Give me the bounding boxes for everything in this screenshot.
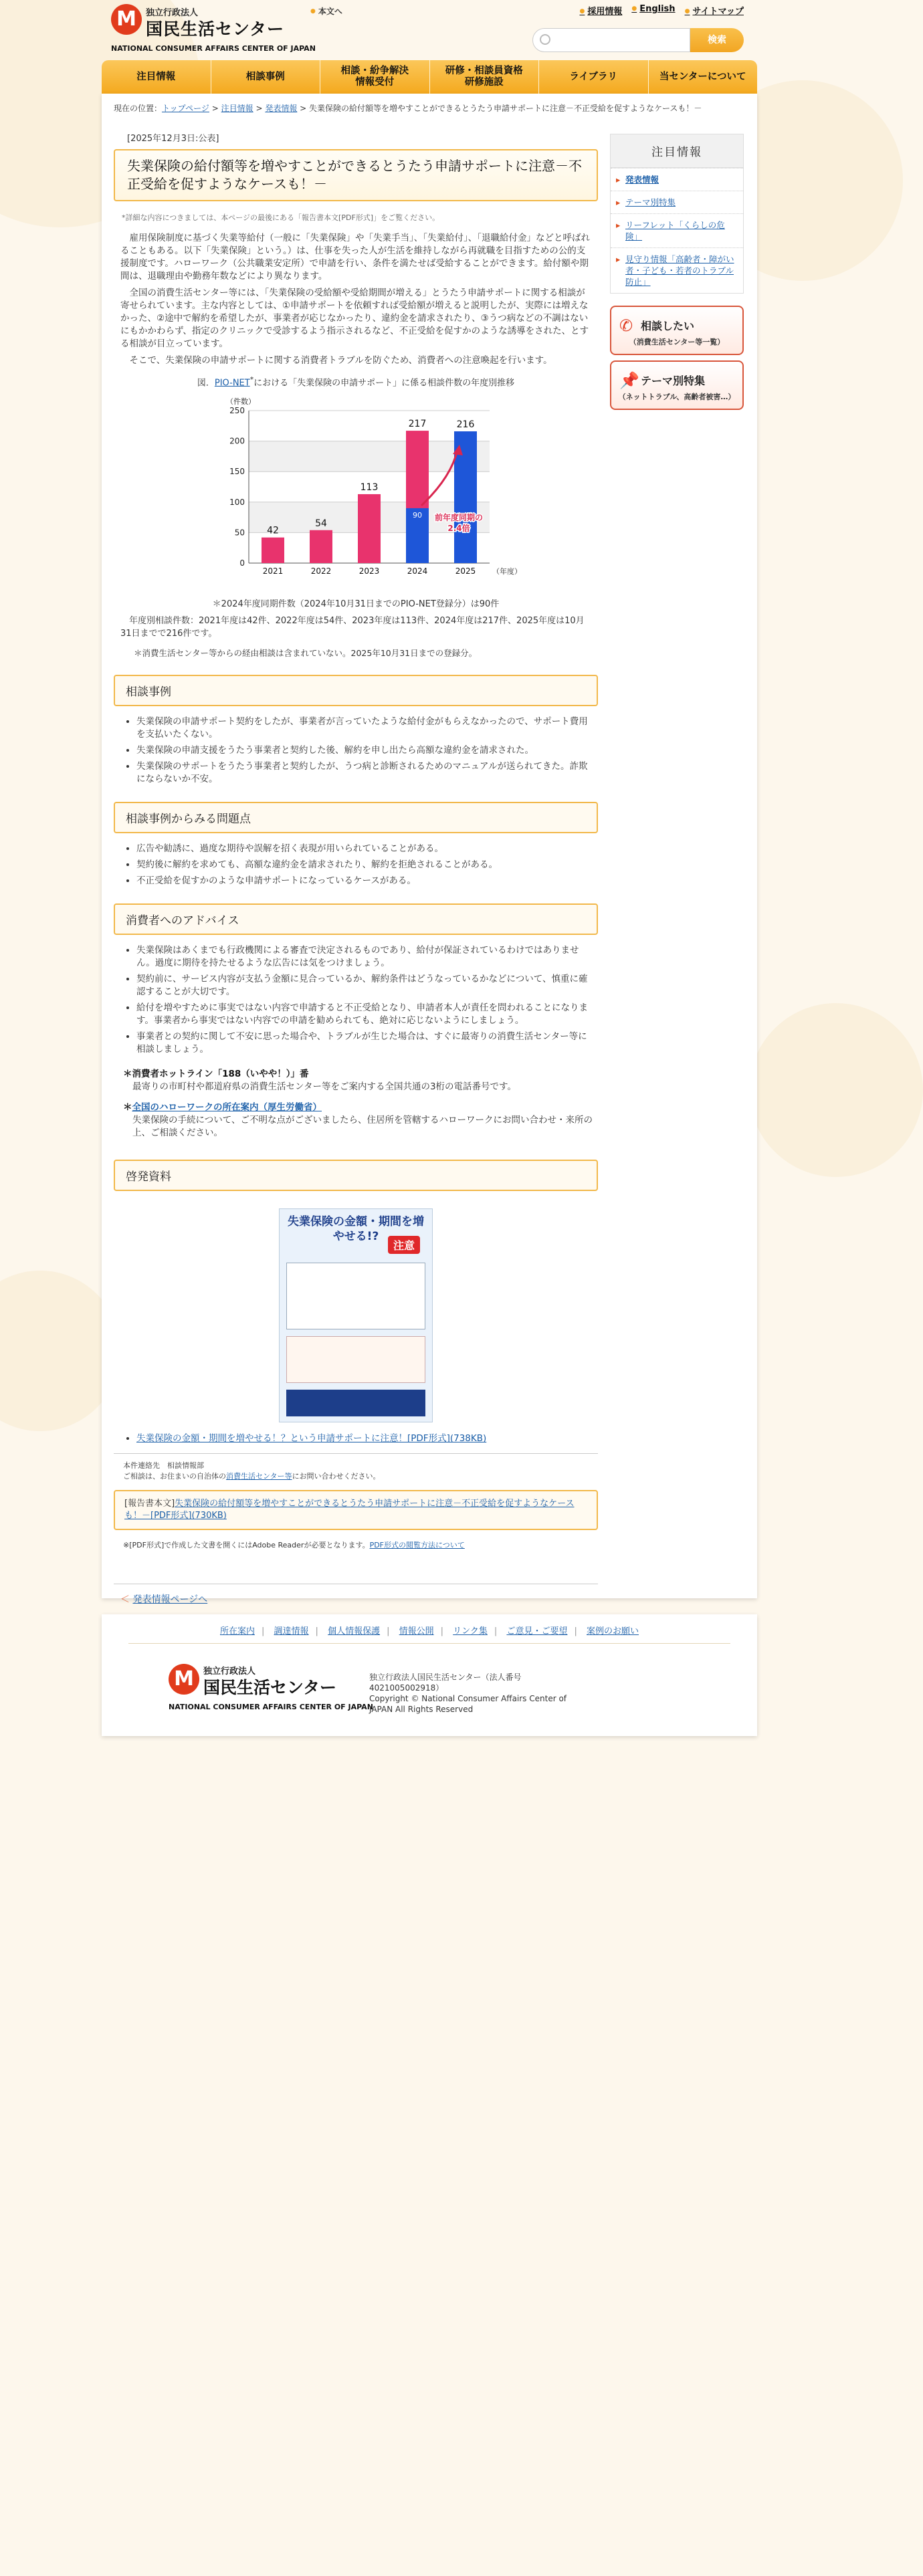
list-item: • 失業保険はあくまでも行政機関による審査で決定されるものであり、給付が保証されているわけではありません。過度に期待を持たせるような広告には気をつけましょう。 [136,944,589,970]
contact-info [123,1461,598,1482]
divider [114,1453,598,1454]
material-list [136,1430,598,1444]
figure-title: における「失業保険の申請サポート」に係る相談件数の年度別推移 [253,378,515,389]
figure-caption: 図．PIO-NET*における「失業保険の申請サポート」に係る相談件数の年度別推移 [197,375,515,389]
grid-band [249,441,490,472]
intro-paragraph-1: 雇用保険制度に基づく失業等給付（一般に「失業保険」や「失業手当」、「失業給付」、「退職給付金」などと呼ばれることもある。以下「失業保険」という。）は、仕事を失った人が生活を維持しながら再就職を目指すための公的支援制度です。ハローワーク（公共職業安定所）で申請を行い、条件を満たせば受給することができます。給付額や期間は、退職理由や勤務年数などにより異なります。 [120,233,590,282]
sidebar [610,134,744,410]
footer-logo-line1: 独立行政法人 [203,1667,256,1677]
sidebar-item-watch[interactable] [611,247,743,293]
data-label-2025: 216 [456,419,475,431]
sidebar-list [610,168,744,294]
annotation-line: 前年度同期の [434,513,484,523]
breadcrumb-current: 失業保険の給付額等を増やすことができるとうたう申請サポートに注意－不正受給を促すようなケースも！－ [309,104,702,113]
copyright-text: Copyright © National Consumer Affairs Center of JAPAN All Rights Reserved [369,1694,567,1714]
nav-item-training[interactable]: 研修・相談員資格 研修施設 [430,60,540,94]
breadcrumb: 現在の位置：トップページ > 注目情報 > 発表情報 > 失業保険の給付額等を増やすことができるとうたう申請サポートに注意－不正受給を促すようなケースも！－ [114,104,702,113]
bar-2023 [358,494,381,563]
leaflet-footer [286,1390,425,1416]
section-heading-material: 啓発資料 [114,1160,598,1191]
x-tick-label: 2021 [262,566,284,576]
main-panel [102,94,757,1606]
list-item: • 契約前に、サービス内容が支払う金額に見合っているか、解約条件はどうなっているかなどについて、慎重に確認することが大切です。 [136,973,589,998]
bar-2021 [262,538,284,563]
data-label-2022: 54 [315,518,327,530]
consumer-center-link[interactable]: 消費生活センター等 [226,1472,292,1481]
footer-link-privacy[interactable]: 個人情報保護 [328,1626,381,1636]
leaflet-illustration-2 [286,1336,425,1383]
search-button[interactable]: 検索 [690,28,744,52]
consultation-bar-chart [209,392,522,593]
search-input[interactable] [532,28,690,52]
nav-item-about[interactable]: 当センターについて [659,71,746,82]
sidebar-item-label: テーマ別特集 [625,197,676,207]
hotline-desc: 最寄りの市町村や都道府県の消費生活センター等をご案内する全国共通の3桁の電話番号です。 [132,1081,516,1093]
x-tick-label: 2025 [455,566,476,576]
y-tick-label: 50 [234,528,245,538]
footer-link-access[interactable]: 所在案内 [219,1626,255,1636]
section-heading-issues: 相談事例からみる問題点 [114,802,598,833]
theme-button-sub: （ネットトラブル、高齢者被害…） [618,393,736,401]
figure-footnote-1: ＊2024年度同期件数（2024年10月31日までのPIO-NET登録分）は90件 [212,599,500,610]
skip-to-main-label: 本文へ [318,7,342,16]
footer-link-disclosure[interactable]: 情報公開 [399,1626,434,1636]
y-tick-label: 250 [229,406,245,416]
nav-item-dispute[interactable]: 相談・紛争解決 情報受付 [320,60,430,94]
back-to-press-link[interactable]: 発表情報ページへ [132,1594,208,1606]
site-search [532,28,744,52]
contact-line-2: ご相談は、お住まいの自治体の [123,1472,226,1481]
footer-link-feedback[interactable]: ご意見・ご要望 [506,1626,568,1636]
y-axis-label: （件数） [226,397,255,407]
same-period-label: 90 [413,511,422,520]
copyright [369,1672,583,1715]
y-tick-label: 200 [229,436,245,446]
nav-item-library[interactable]: ライブラリ [539,60,649,94]
logo-line3: NATIONAL CONSUMER AFFAIRS CENTER OF JAPAN [111,44,316,53]
page-title: 失業保険の給付額等を増やすことができるとうたう申請サポートに注意－不正受給を促すようなケースも！－ [114,149,598,201]
nav-item-cases[interactable]: 相談事例 [211,60,321,94]
y-tick-label: 150 [229,467,245,477]
breadcrumb-top[interactable]: トップページ [162,104,209,113]
data-label-2023: 113 [360,482,379,494]
hotline-label: ＊消費者ホットライン「188（いやや！）」番 [123,1069,309,1080]
util-link-sitemap[interactable]: ● サイトマップ [685,4,744,17]
issues-list [136,843,598,887]
theme-feature-button[interactable] [610,360,744,410]
cases-list [136,716,598,786]
site-footer [102,1614,757,1736]
logo-line2: 国民生活センター [146,19,285,39]
sidebar-item-themes[interactable] [611,191,743,213]
list-item: • 事業者との契約に関して不安に思った場合や、トラブルが生じた場合は、すぐに最寄りの消費生活センター等に相談しましょう。 [136,1031,589,1056]
breadcrumb-featured[interactable]: 注目情報 [221,104,253,113]
footer-link-links[interactable]: リンク集 [453,1626,488,1636]
advice-list [136,944,598,1056]
sidebar-item-label: 見守り情報「高齢者・障がい者・子ども・若者のトラブル防止」 [625,254,734,287]
sidebar-item-label: リーフレット「くらしの危険」 [625,220,725,241]
leaflet-pdf-link[interactable]: 失業保険の金額・期間を増やせる！？という申請サポートに注意！[PDF形式](738KB) [136,1433,487,1444]
footer-logo-line2: 国民生活センター [203,1678,337,1697]
hotline-block: ＊消費者ホットライン「188（いやや！）」番 最寄りの市町村や都道府県の消費生活センター等をご案内する全国共通の3桁の電話番号です。 ＊全国のハローワークの所在案内（厚生労働省） 失業保険の手続について、ご不明な点がございましたら、住居所を管轄するハローワークにお問い合わせ・来所の上、ご相談ください。 [123,1068,598,1140]
consult-button-title: 相談したい [641,320,695,332]
footer-logo [169,1661,373,1715]
breadcrumb-prefix: 現在の位置： [114,104,163,113]
data-label-2024: 217 [408,419,427,430]
x-tick-label: 2022 [310,566,332,576]
leaflet-badge: 注意 [388,1236,420,1254]
annotation-line: 2.4倍 [447,524,470,534]
sidebar-item-label: 発表情報 [625,175,659,185]
report-pdf-link[interactable]: 失業保険の給付額等を増やすことができるとうたう申請サポートに注意－不正受給を促すようなケースも！－[PDF形式](730KB) [124,1499,575,1521]
hellowork-link[interactable]: 全国のハローワークの所在案内（厚生労働省） [132,1102,322,1113]
report-prefix: [報告書本文] [124,1499,175,1509]
global-nav [102,60,757,94]
y-tick-label: 100 [229,498,245,508]
sidebar-title: 注目情報 [610,134,744,168]
logo-mark-icon: M [111,4,142,35]
footer-logo-line3: NATIONAL CONSUMER AFFAIRS CENTER OF JAPAN [169,1703,373,1711]
figure-footnote-3: ＊消費生活センター等からの経由相談は含まれていない。2025年10月31日までの登録分。 [134,648,478,659]
list-item: • 失業保険の申請サポート契約をしたが、事業者が言っていたような給付金がもらえなかったので、サポート費用を支払いたくない。 [136,716,589,741]
x-tick-label: 2023 [358,566,380,576]
consult-button-sub: （消費生活センター等一覧） [629,338,725,346]
figure-footnote-2: 年度別相談件数：2021年度は42件、2022年度は54件、2023年度は113件、2024年度は217件、2025年度は10月31日までで216件です。 [120,616,585,639]
nav-item-featured[interactable]: 注目情報 [102,60,211,94]
util-link-recruit[interactable]: ● 採用情報 [579,4,622,17]
list-item: • 給付を増やすために事実ではない内容で申請すると不正受給となり、申請者本人が責任を問われることになります。事業者から事実ではない内容での申請を勧められても、絶対に応じないようにしましょう。 [136,1002,589,1027]
section-heading-cases: 相談事例 [114,675,598,706]
leaflet-headline: 失業保険の金額・期間を増やせる!? [288,1215,424,1244]
pdf-howto-link[interactable]: PDF形式の閲覧方法について [369,1541,465,1550]
phone-icon: ✆ [619,316,633,335]
site-logo[interactable] [111,4,316,53]
article-content [114,131,598,1606]
y-tick-label: 0 [239,558,245,568]
search-icon [540,34,550,45]
utility-links [579,4,744,17]
consult-button[interactable] [610,306,744,355]
breadcrumb-press[interactable]: 発表情報 [265,104,298,113]
figure-prefix: 図． [197,378,215,389]
util-link-english[interactable]: ● English [631,4,675,17]
bar-2022 [310,530,332,563]
leaflet-thumbnail[interactable] [279,1208,433,1422]
corporate-number: 独立行政法人国民生活センター（法人番号4021005002918） [369,1673,522,1693]
intro-paragraph-2: 全国の消費生活センター等には、「失業保険の受給額や受給期間が増える」とうたう申請サポートに関する相談が寄せられています。主な内容としては、①申請サポートを依頼すれば受給額が増えると説明したが、実際には増えなかった、②途中で解約を希望したが、事業者が応じなかったり、違約金を請求されたり、③うつ病などの不調はないにもかかわらず、指定のクリニックで受診するよう指示されるなど、不正受給を促すかのような誘導をされた、とする相談が目立っています。 [120,288,589,349]
logo-mark-icon: M [169,1664,199,1695]
report-box [114,1490,598,1530]
x-tick-label: 2024 [407,566,428,576]
sidebar-item-press[interactable] [611,168,743,191]
theme-button-title: テーマ別特集 [641,374,706,387]
logo-line1: 独立行政法人 [146,8,199,18]
sidebar-item-leaflet[interactable] [611,213,743,247]
section-heading-advice: 消費者へのアドバイス [114,903,598,935]
list-item: • 契約後に解約を求めても、高額な違約金を請求されたり、解約を拒絶されることがある。 [136,859,589,871]
list-item: • 失業保険の申請支援をうたう事業者と契約した後、解約を申し出たら高額な違約金を請求された。 [136,744,589,757]
skip-to-main-link[interactable] [310,5,342,17]
pdf-note-text: ※[PDF形式]で作成した文書を開くにはAdobe Readerが必要となります。 [123,1541,370,1550]
data-label-2021: 42 [267,526,279,537]
leaflet-illustration [286,1263,425,1329]
publish-date: [2025年12月3日:公表] [127,134,219,144]
pdf-note [123,1539,598,1550]
footer-link-procurement[interactable]: 調達情報 [274,1626,309,1636]
list-item: • 広告や勧誘に、過度な期待や誤解を招く表現が用いられていることがある。 [136,843,589,855]
contact-line-1: 本件連絡先 相談情報部 [123,1461,204,1471]
pio-net-link[interactable]: PIO-NET [214,378,250,389]
contact-line-2-suffix: にお問い合わせください。 [292,1472,381,1481]
hellowork-desc: 失業保険の手続について、ご不明な点がございましたら、住居所を管轄するハローワークにお問い合わせ・来所の上、ご相談ください。 [132,1115,593,1139]
intro-paragraph-3: そこで、失業保険の申請サポートに関する消費者トラブルを防ぐため、消費者への注意喚起を行います。 [129,355,552,366]
x-axis-label: （年度） [492,567,522,576]
list-item: • 不正受給を促すかのような申請サポートになっているケースがある。 [136,875,589,887]
list-item: • 失業保険のサポートをうたう事業者と契約したが、うつ病と診断されるためのマニュアルが送られてきた。詐欺にならないか不安。 [136,760,589,786]
pin-icon: 📌 [619,371,639,390]
footer-link-request[interactable]: 案例のお願い [587,1626,639,1636]
back-link-row: ＜ 発表情報ページへ [114,1584,598,1606]
detail-note: *詳細な内容につきましては、本ページの最後にある「報告書本文[PDF形式]」をご覧ください。 [122,213,440,222]
footer-links: 所在案内 | 調達情報 | 個人情報保護 | 情報公開 | リンク集 | ご意見・ご要望 | 案例のお願い [128,1624,730,1644]
